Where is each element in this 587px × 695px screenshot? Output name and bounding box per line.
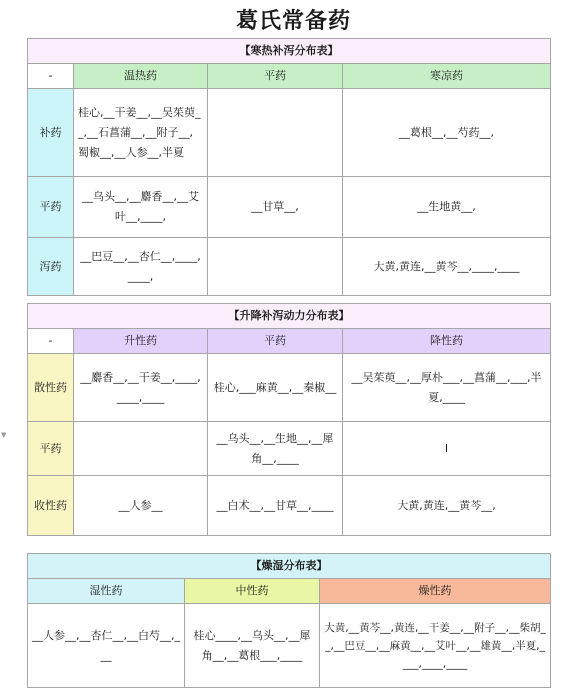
table-cell: __巴豆__,__杏仁__,____,____, [74, 238, 208, 296]
table-caption: 【升降补泻动力分布表】 [28, 304, 551, 329]
table-cell: __吴茱萸__,__厚朴___,__菖蒲__,___,半夏,____ [343, 354, 551, 422]
table-cell: __人参__ [74, 476, 208, 536]
table-caption: 【寒热补泻分布表】 [28, 39, 551, 64]
table-cold-heat [27, 38, 551, 296]
table-dry-damp [27, 553, 551, 688]
table-corner: - [28, 64, 74, 89]
col-header-warm: 温热药 [74, 64, 208, 89]
table-cell: __乌头__,__麝香__,__艾叶__,____, [74, 177, 208, 238]
table-cell: 桂心,___麻黄__,__秦椒__ [208, 354, 343, 422]
table-cell: __葛根__,__芍药__, [343, 89, 551, 177]
page-title: 葛氏常备药 [235, 9, 351, 34]
table-cell: 大黄,黄连,__黄芩__, [343, 476, 551, 536]
table-cell: __甘草__, [208, 177, 343, 238]
table-cell: 桂心,__干姜__,__吴茱萸__,__石菖蒲__,__附子__,蜀椒__,__人参__,半夏 [74, 89, 208, 177]
table-cell: __白术__,__甘草__,____ [208, 476, 343, 536]
col-header-cold: 寒凉药 [343, 64, 551, 89]
table-cell: __麝香__,__干姜__,____,____,____ [74, 354, 208, 422]
col-header-dry: 燥性药 [320, 579, 551, 604]
col-header-descending: 降性药 [343, 329, 551, 354]
row-header-neutral: 平药 [28, 422, 74, 476]
col-header-neutral: 平药 [208, 329, 343, 354]
row-header-purge: 泻药 [28, 238, 74, 296]
table-caption: 【燥湿分布表】 [28, 554, 551, 579]
col-header-ascending: 升性药 [74, 329, 208, 354]
row-header-dispersing: 散性药 [28, 354, 74, 422]
table-cell: __乌头__,__生地__,__犀角__,____ [208, 422, 343, 476]
row-header-astringent: 收性药 [28, 476, 74, 536]
col-header-damp: 湿性药 [28, 579, 185, 604]
col-header-neutral: 中性药 [185, 579, 320, 604]
table-ascend-descend [27, 303, 551, 536]
table-cell: 大黄,黄连,__黄芩__,____,____ [343, 238, 551, 296]
table-cell [74, 422, 208, 476]
margin-arrow-icon: ▼ [1, 431, 7, 439]
table-cell: __人参__,__杏仁__,__白芍__,___ [28, 604, 185, 688]
table-cell: 大黄,__黄芩__,黄连,__干姜__,__附子__,__柴胡__,__巴豆__,__麻黄__,__艾叶__,__雄黄__,半夏,____,____,____ [320, 604, 551, 688]
row-header-neutral: 平药 [28, 177, 74, 238]
text-cursor-cell[interactable]: I [343, 422, 551, 476]
table-cell [208, 238, 343, 296]
table-cell: __生地黄__, [343, 177, 551, 238]
col-header-neutral: 平药 [208, 64, 343, 89]
table-cell [208, 89, 343, 177]
table-corner: - [28, 329, 74, 354]
table-cell: 桂心____,__乌头__,__犀角__,__葛根___,____ [185, 604, 320, 688]
row-header-tonify: 补药 [28, 89, 74, 177]
